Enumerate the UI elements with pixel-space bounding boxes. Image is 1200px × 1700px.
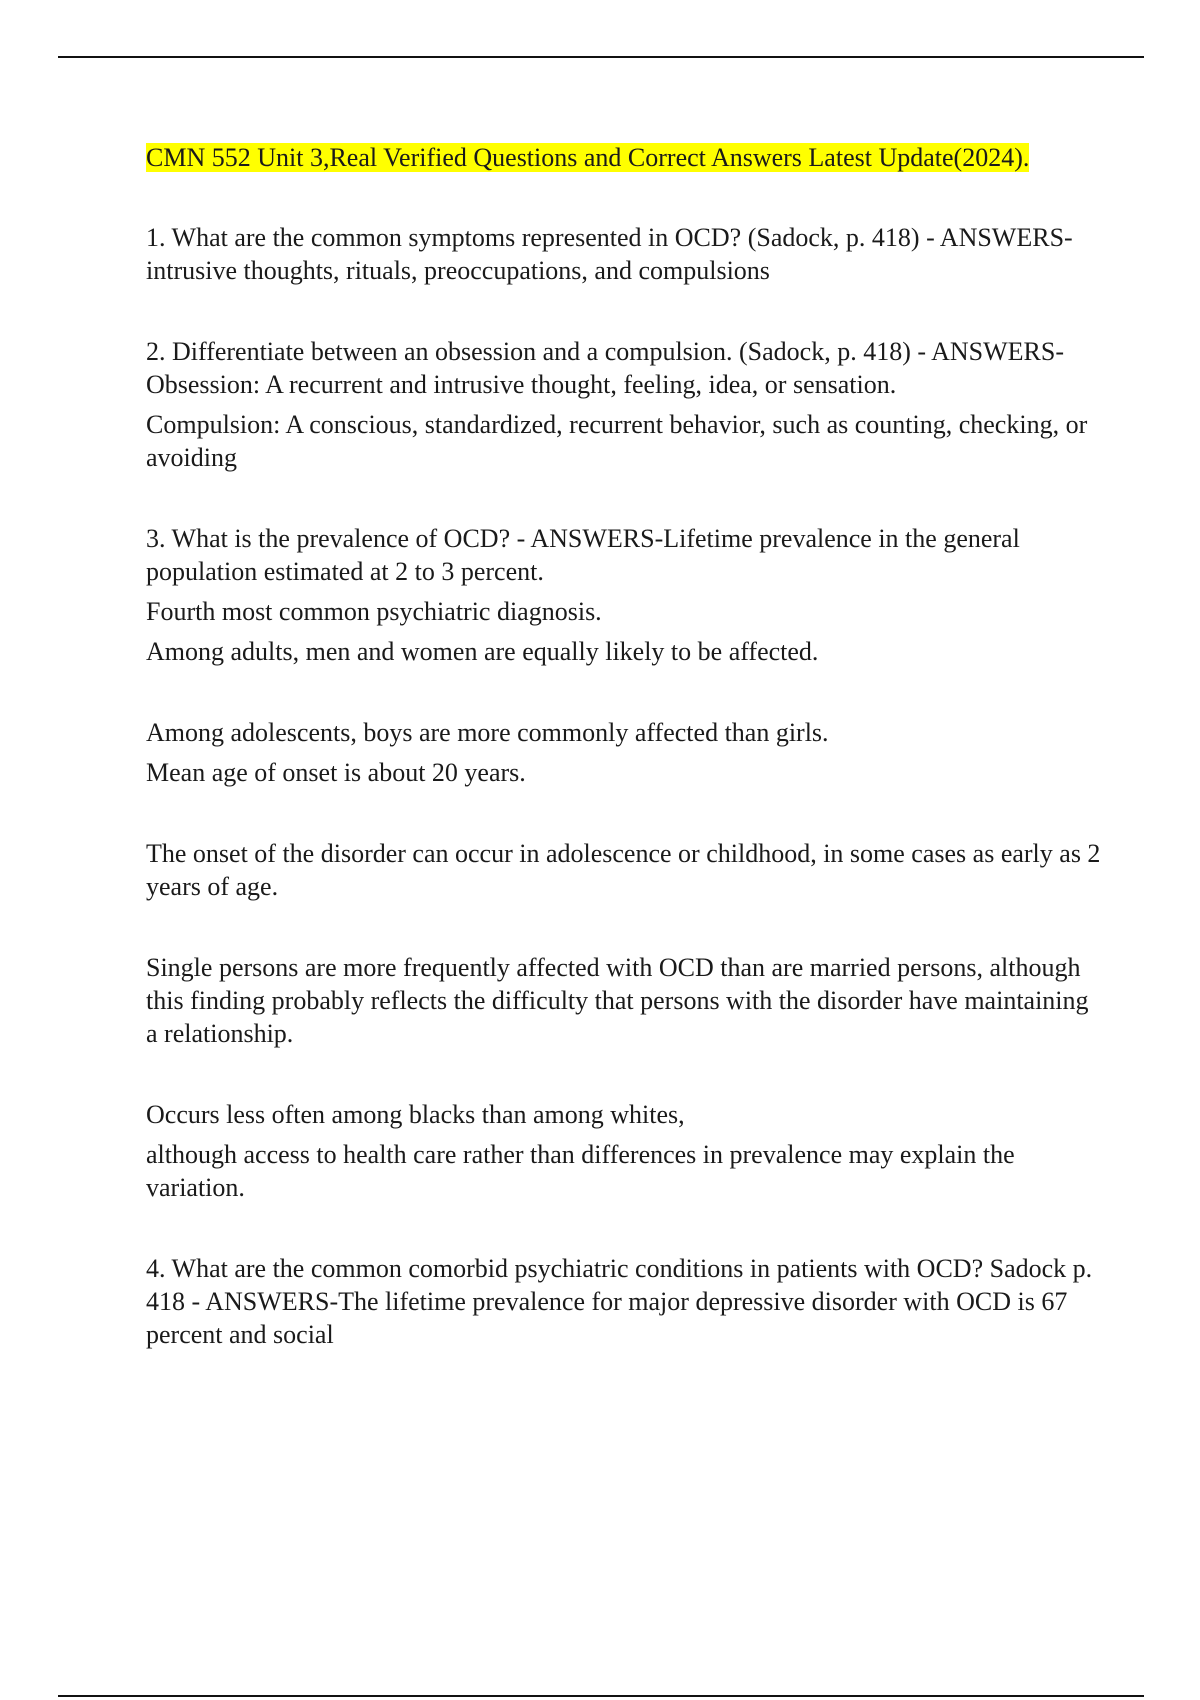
qa-block-8 <box>146 1252 1106 1351</box>
paragraph: 2. Differentiate between an obsession and a compulsion. (Sadock, p. 418) - ANSWERS-Obsession: A recurrent and intrusive thought, feeling, idea, or sensation. <box>146 337 1064 399</box>
qa-block-6 <box>146 951 1106 1050</box>
qa-block-4 <box>146 716 1106 789</box>
qa-block-5 <box>146 837 1106 903</box>
paragraph: 4. What are the common comorbid psychiatric conditions in patients with OCD? Sadock p. 418 - ANSWERS-The lifetime prevalence for major depressive disorder with OCD is 67 percent and social <box>146 1254 1093 1349</box>
qa-block-2 <box>146 335 1106 474</box>
paragraph: 3. What is the prevalence of OCD? - ANSWERS-Lifetime prevalence in the general population estimated at 2 to 3 percent. <box>146 524 1020 586</box>
document-title <box>146 140 1106 175</box>
top-rule <box>58 56 1144 58</box>
qa-block-3 <box>146 522 1106 668</box>
paragraph: Among adolescents, boys are more commonly affected than girls. <box>146 718 829 747</box>
paragraph: The onset of the disorder can occur in adolescence or childhood, in some cases as early as 2 years of age. <box>146 839 1101 901</box>
qa-block-7 <box>146 1098 1106 1204</box>
paragraph: although access to health care rather than differences in prevalence may explain the variation. <box>146 1140 1015 1202</box>
document-body <box>146 140 1106 1399</box>
qa-block-1 <box>146 221 1106 287</box>
paragraph: 1. What are the common symptoms represented in OCD? (Sadock, p. 418) - ANSWERS-intrusive thoughts, rituals, preoccupations, and compulsions <box>146 223 1073 285</box>
paragraph: Fourth most common psychiatric diagnosis. <box>146 597 602 626</box>
paragraph: Among adults, men and women are equally likely to be affected. <box>146 637 819 666</box>
title-highlight: CMN 552 Unit 3,Real Verified Questions and Correct Answers Latest Update(2024). <box>146 143 1030 172</box>
paragraph: Single persons are more frequently affected with OCD than are married persons, although this finding probably reflects the difficulty that persons with the disorder have maintaining a relationship. <box>146 953 1089 1048</box>
paragraph: Compulsion: A conscious, standardized, recurrent behavior, such as counting, checking, or avoiding <box>146 410 1088 472</box>
bottom-rule <box>58 1695 1144 1697</box>
paragraph: Mean age of onset is about 20 years. <box>146 758 526 787</box>
paragraph: Occurs less often among blacks than among whites, <box>146 1100 685 1129</box>
